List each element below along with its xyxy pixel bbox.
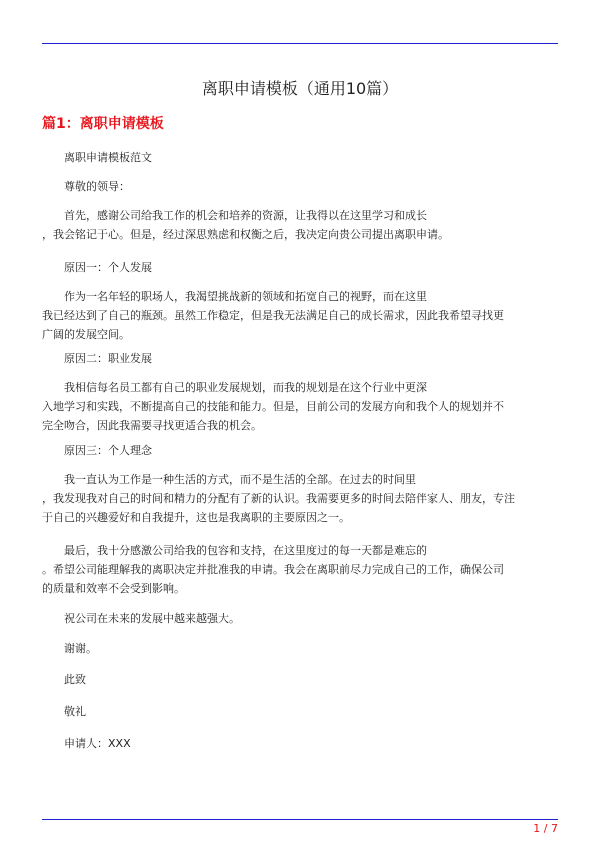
paragraph-closing (42, 541, 558, 598)
paragraph-line: 广阔的发展空间。 (42, 328, 130, 341)
paragraph-line: 此致 (64, 673, 86, 686)
header-rule (42, 43, 558, 44)
footer-rule (42, 819, 558, 820)
paragraph-line: 入地学习和实践，不断提高自己的技能和能力。但是，目前公司的发展方向和我个人的规划并不 (42, 400, 504, 413)
paragraph-intro (42, 206, 558, 244)
paragraph-line: 我已经达到了自己的瓶颈。虽然工作稳定，但是我无法满足自己的成长需求，因此我希望寻找更 (42, 309, 504, 322)
paragraph-line: ，我会铭记于心。但是，经过深思熟虑和权衡之后，我决定向贵公司提出离职申请。 (42, 228, 449, 241)
paragraph-line: 我相信每名员工都有自己的职业发展规划，而我的规划是在这个行业中更深 (64, 381, 427, 394)
paragraph-line: 原因二：职业发展 (64, 352, 152, 365)
paragraph-cizhi (42, 670, 558, 689)
document-title: 离职申请模板（通用10篇） (201, 79, 399, 98)
paragraph-line: 的质量和效率不会受到影响。 (42, 582, 185, 595)
paragraph-reason-3-heading (42, 441, 558, 460)
paragraph-line: 离职申请模板范文 (64, 151, 152, 164)
paragraph-line: 完全吻合，因此我需要寻找更适合我的机会。 (42, 419, 262, 432)
paragraph-jingli (42, 702, 558, 721)
paragraph-reason-1 (42, 287, 558, 344)
paragraph-line: 敬礼 (64, 705, 86, 718)
section-heading: 篇1：离职申请模板 (42, 116, 164, 132)
paragraph-line: 于自己的兴趣爱好和自我提升，这也是我离职的主要原因之一。 (42, 511, 350, 524)
paragraph-thanks (42, 639, 558, 658)
paragraph-line: 原因一：个人发展 (64, 261, 152, 274)
paragraph-line: 作为一名年轻的职场人，我渴望挑战新的领域和拓宽自己的视野，而在这里 (64, 290, 427, 303)
paragraph-line: 谢谢。 (64, 642, 97, 655)
paragraph-reason-2 (42, 378, 558, 435)
paragraph-line: 尊敬的领导： (64, 180, 130, 193)
paragraph-applicant (42, 734, 558, 753)
paragraph-line: 申请人：XXX (64, 737, 131, 750)
paragraph-reason-2-heading (42, 349, 558, 368)
paragraph-subtitle (42, 148, 558, 167)
paragraph-line: 首先，感谢公司给我工作的机会和培养的资源，让我得以在这里学习和成长 (64, 209, 427, 222)
paragraph-line: 祝公司在未来的发展中越来越强大。 (64, 612, 240, 625)
paragraph-reason-3 (42, 470, 558, 527)
paragraph-reason-1-heading (42, 258, 558, 277)
paragraph-line: ，我发现我对自己的时间和精力的分配有了新的认识。我需要更多的时间去陪伴家人、朋友，专注 (42, 492, 515, 505)
paragraph-line: 我一直认为工作是一种生活的方式，而不是生活的全部。在过去的时间里 (64, 473, 416, 486)
paragraph-line: 。希望公司能理解我的离职决定并批准我的申请。我会在离职前尽力完成自己的工作，确保公司 (42, 563, 504, 576)
paragraph-wishes (42, 609, 558, 628)
paragraph-salutation (42, 177, 558, 196)
paragraph-line: 最后，我十分感激公司给我的包容和支持，在这里度过的每一天都是难忘的 (64, 544, 427, 557)
page-number: 1 / 7 (533, 822, 558, 835)
paragraph-line: 原因三：个人理念 (64, 444, 152, 457)
